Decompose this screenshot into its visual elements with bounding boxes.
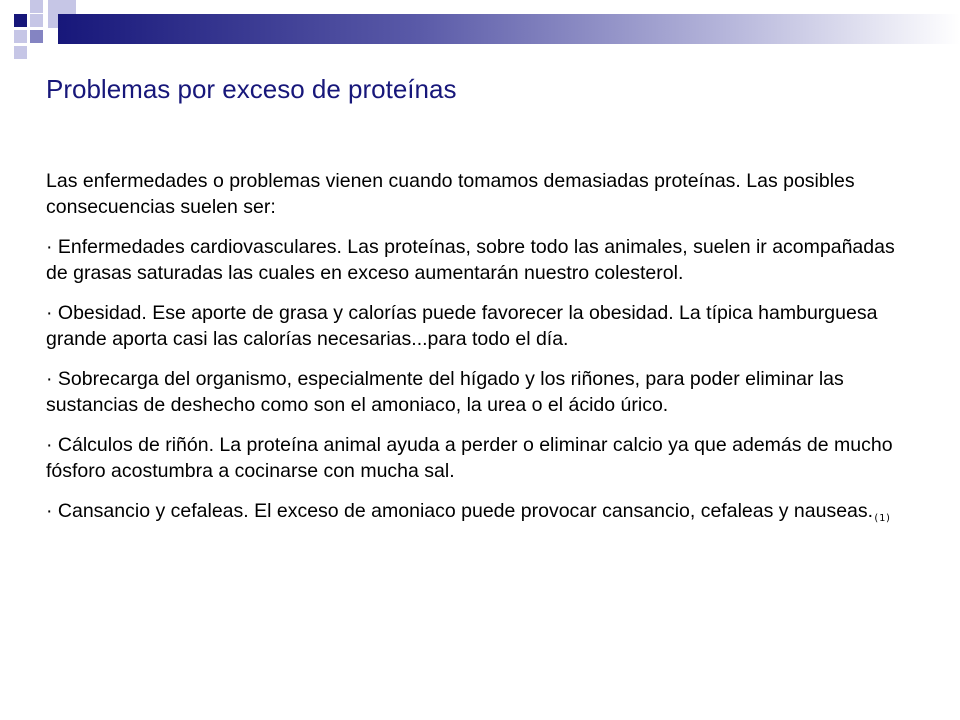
slide-body <box>46 168 914 546</box>
slide-title: Problemas por exceso de proteínas <box>46 74 457 104</box>
decor-square-light <box>30 14 43 27</box>
decor-square-light <box>14 30 27 43</box>
decor-square-light <box>14 46 27 59</box>
bullet-kidney-stones: · Cálculos de riñón. La proteína animal ayuda a perder o eliminar calcio ya que además de mucho fósforo acostumbra a cocinarse con mucha sal. <box>46 434 893 482</box>
bullet-cardiovascular: · Enfermedades cardiovasculares. Las proteínas, sobre todo las animales, suelen ir acompañadas de grasas saturadas las cuales en exceso aumentarán nuestro colesterol. <box>46 236 895 284</box>
bullet-organ-overload: · Sobrecarga del organismo, especialmente del hígado y los riñones, para poder eliminar las sustancias de deshecho como son el amoniaco, la urea o el ácido úrico. <box>46 368 844 416</box>
intro-paragraph: Las enfermedades o problemas vienen cuando tomamos demasiadas proteínas. Las posibles consecuencias suelen ser: <box>46 170 855 218</box>
footnote-marker: (1) <box>873 513 892 524</box>
decor-square-mid <box>30 30 43 43</box>
header-gradient-bar <box>58 14 960 44</box>
bullet-fatigue <box>46 498 914 532</box>
bullet-fatigue-text: · Cansancio y cefaleas. El exceso de amoniaco puede provocar cansancio, cefaleas y nauseas. <box>46 500 874 522</box>
decor-square-dark <box>14 14 27 27</box>
decor-square-light <box>30 0 43 13</box>
bullet-obesity: · Obesidad. Ese aporte de grasa y calorías puede favorecer la obesidad. La típica hamburguesa grande aporta casi las calorías necesarias...para todo el día. <box>46 302 878 350</box>
